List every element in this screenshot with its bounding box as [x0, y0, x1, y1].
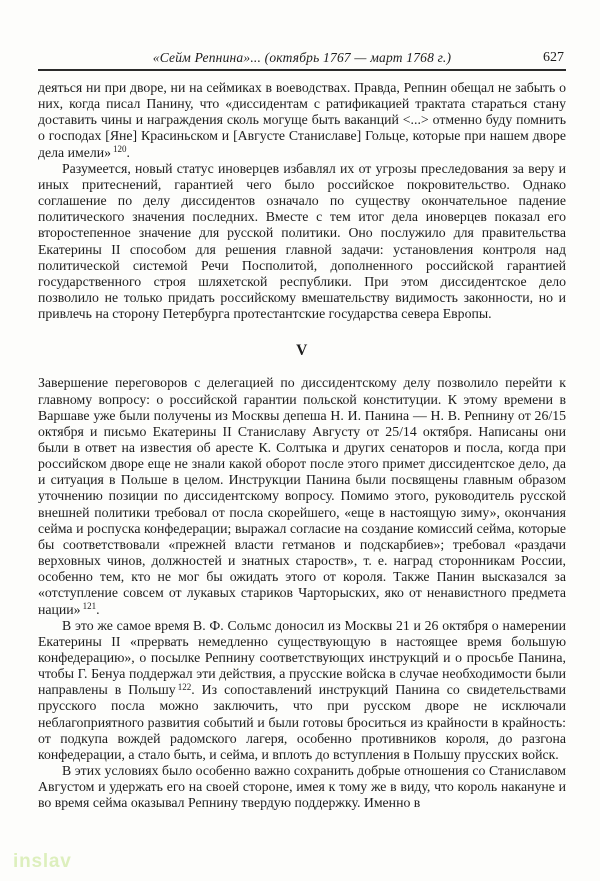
running-header [38, 50, 566, 71]
text-run: В это же самое время В. Ф. Сольмс доносил из Москвы 21 и 26 октября о намерении Екатерины II «прервать немедленно существующую в настоящее время большую конфедерацию», о посылке Репнину соответствующих инструкций и о просьбе Панина, чтобы Г. Бенуа поддержал эти действия, а прусские войска в случае необходимости были направлены в Польшу [38, 617, 566, 698]
text-run: . [126, 144, 130, 160]
section-heading: V [296, 342, 308, 360]
page-number: 627 [543, 50, 564, 65]
paragraph [38, 618, 566, 763]
text-run: деяться ни при дворе, ни на сеймиках в воеводствах. Правда, Репнин обещал не забыть о них, когда писал Панину, что «диссидентам с ратификацией трактата стараться стану доставить чины и награждения сколь могуще быть ваканций <...> отменно буду помнить о господах [Яне] Красиньском и [Августе Станиславе] Гольце, которые при нашем дворе дела имели» [38, 80, 566, 160]
footnote-ref: 120 [113, 144, 127, 155]
running-title: «Сейм Репнина»... (октябрь 1767 — март 1768 г.) [152, 50, 452, 65]
text-run: Разумеется, новый статус иноверцев избавлял их от угрозы преследования за веру и иных притеснений, гарантией чего было российское покровительство. Однако соглашение по делу диссидентов означало по существу окончательное падение политического значения последних. Вместе с тем итог дела иноверцев показал его второстепенное значение для русской политики. Оно послужило для правительства Екатерины II способом для решения главной задачи: установления контроля над политической системой Речи Посполитой, дополненного российской гарантией государственного строя шляхетской республики. При этом диссидентское дело позволило не только придать российскому вмешательству видимость законности, но и привлечь на сторону Петербурга протестантские государства севера Европы. [38, 160, 566, 322]
footnote-ref: 121 [82, 601, 97, 612]
text-run: . Из сопоставлений инструкций Панина со свидетельствами прусского посла можно заключить, что при русском дворе не исключали неблагоприятного развития событий и были готовы броситься из крайности в крайность: от подкупа вождей радомского лагеря, особенно противников короля, до разгона конфедерации, а стало быть, и сейма, и вплоть до вступления в Польшу прусских войск. [38, 682, 566, 762]
paragraph [38, 161, 566, 323]
paragraph [38, 80, 566, 161]
text-column [38, 0, 566, 812]
paragraph [38, 763, 566, 811]
paragraph [38, 375, 566, 617]
text-run: Завершение переговоров с делегацией по диссидентскому делу позволило перейти к главному вопросу: о российской гарантии польской конституции. К этому времени в Варшаве уже были получены из Москвы депеша Н. И. Панина — Н. В. Репнину от 26/15 октября и письмо Екатерины II Станиславу Августу от 25/14 октября. Написаны они были в ответ на известия об аресте К. Солтыка и других сенаторов и посла, когда при российском дворе еще не знали какой оборот после этого примет диссидентское дело, да и ситуация в Польше в целом. Инструкции Панина были посвящены главным образом уточнению позиции по диссидентскому вопросу. Помимо этого, руководитель русской внешней политики требовал от посла скорейшего, «еще в настоящую зиму», окончания сейма и роспуска конфедерации; выражал согласие на создание комиссий сейма, которые бы соответствовали «прежней власти гетманов и подскарбиев»; требовал «раздачи верховных чинов, должностей и знатных староств», т. е. наград сторонникам России, особенно тем, кто не мог бы ожидать этого от короля. Также Панин высказался за «отступление совсем от лукавых стариков Чарторыских, яко от ненавистного предмета нации» [38, 375, 566, 617]
section-two-text [38, 375, 566, 811]
text-run: . [96, 601, 100, 617]
section-one-text [38, 80, 566, 322]
text-run: В этих условиях было особенно важно сохранить добрые отношения со Станиславом Августом и удержать его на своей стороне, имея к тому же в виду, что король накануне и во время сейма оказывал Репнину твердую поддержку. Именно в [38, 763, 566, 811]
footnote-ref: 122 [177, 681, 192, 692]
watermark: inslav [13, 851, 72, 872]
